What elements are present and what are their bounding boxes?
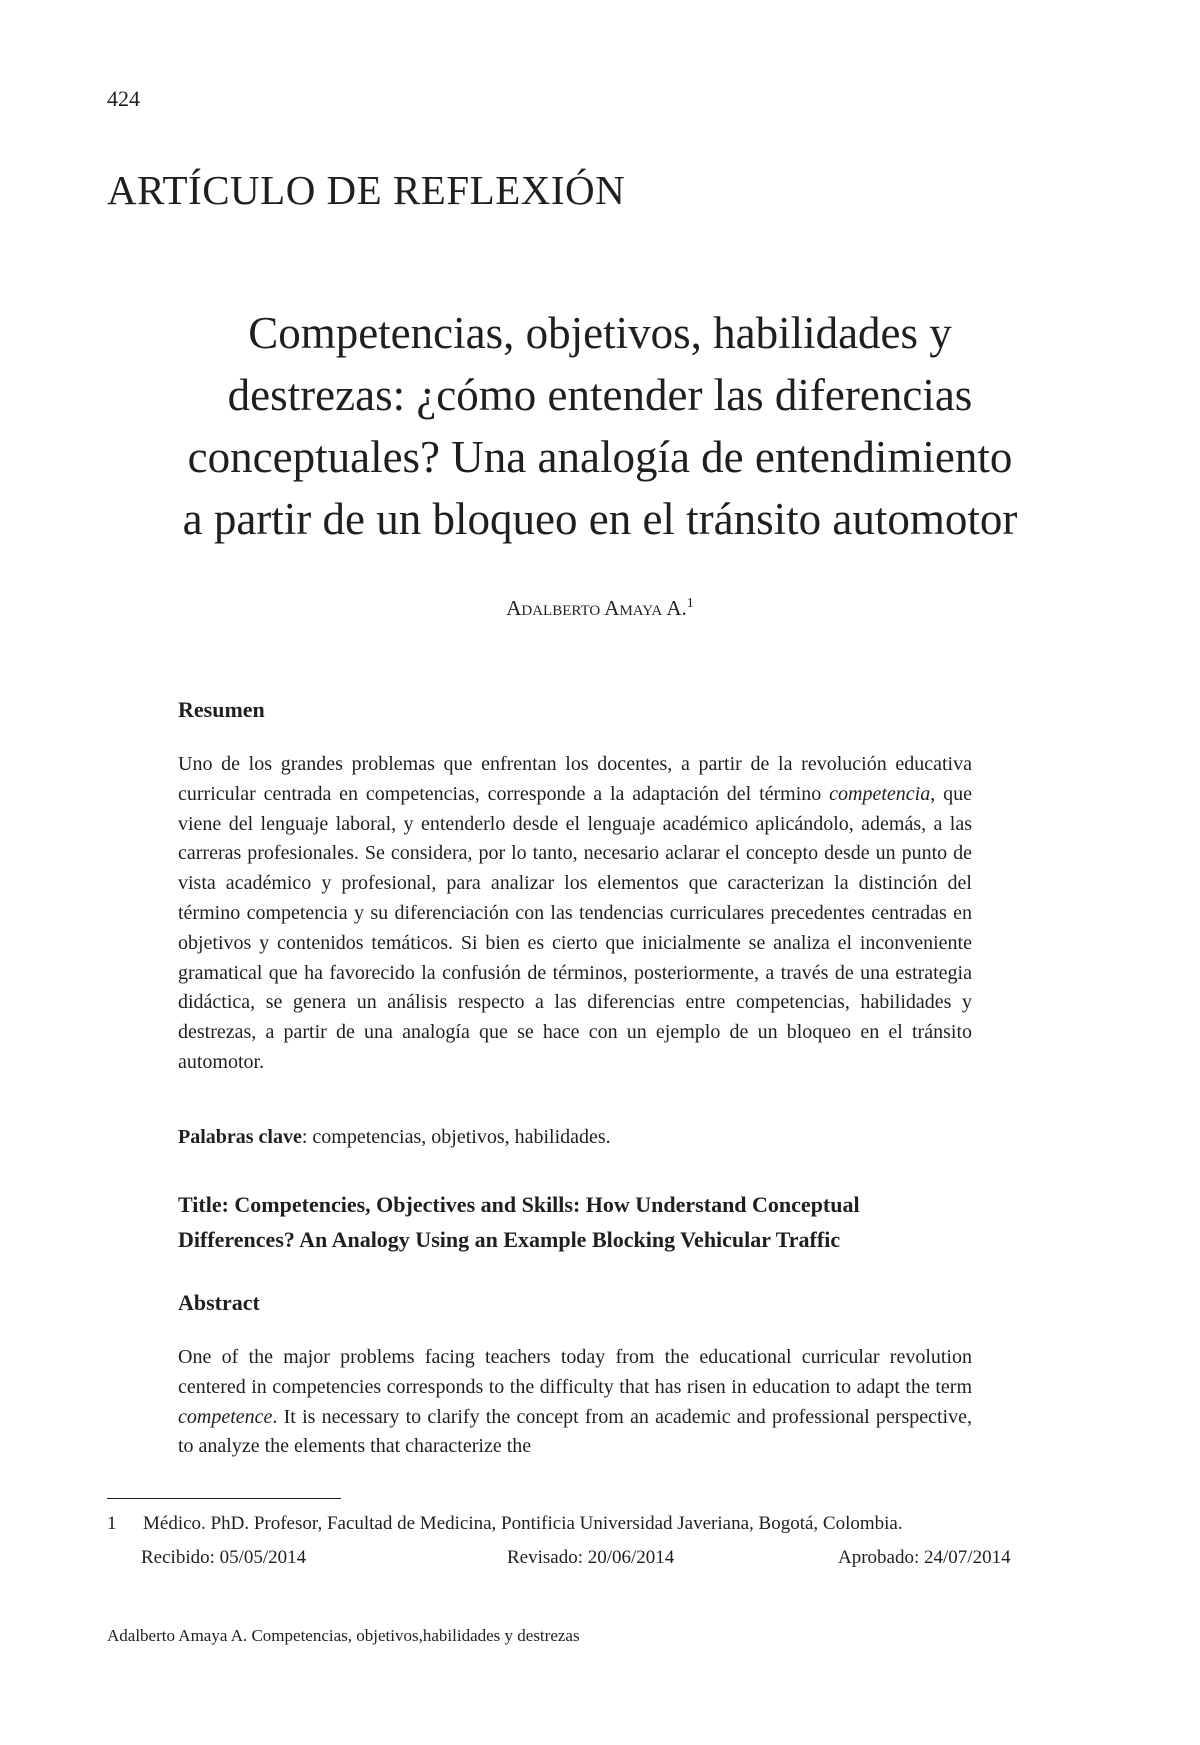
footnote-text: Médico. PhD. Profesor, Facultad de Medicina, Pontificia Universidad Javeriana, Bogotá, Colombia. bbox=[143, 1513, 903, 1534]
footnote-number: 1 bbox=[107, 1513, 117, 1534]
author-line bbox=[0, 596, 1200, 621]
english-title: Title: Competencies, Objectives and Skills: How Understand Conceptual Differences? An Analogy Using an Example Blocking Vehicular Traffic bbox=[178, 1192, 860, 1252]
resumen-body bbox=[178, 750, 972, 1078]
date-revised: Revisado: 20/06/2014 bbox=[507, 1547, 675, 1568]
article-title bbox=[80, 302, 1120, 550]
title-line: conceptuales? Una analogía de entendimiento bbox=[187, 432, 1013, 482]
date-received: Recibido: 05/05/2014 bbox=[141, 1547, 307, 1568]
keywords-label: Palabras clave bbox=[178, 1126, 302, 1148]
keywords-value: : competencias, objetivos, habilidades. bbox=[301, 1126, 611, 1148]
resumen-italic-term: competencia bbox=[829, 782, 931, 805]
keywords-line bbox=[178, 1126, 972, 1149]
abstract-heading: Abstract bbox=[178, 1290, 260, 1315]
author-name: Adalberto Amaya A. bbox=[506, 596, 687, 620]
running-footer: Adalberto Amaya A. Competencias, objetivos,habilidades y destrezas bbox=[107, 1626, 580, 1645]
footnote-divider bbox=[107, 1498, 341, 1499]
abstract-body bbox=[178, 1343, 972, 1462]
title-line: a partir de un bloqueo en el tránsito automotor bbox=[182, 494, 1018, 544]
resumen-heading: Resumen bbox=[178, 697, 265, 722]
resumen-paragraph: Uno de los grandes problemas que enfrentan los docentes, a partir de la revolución educativa curricular centrada en competencias, corresponde a la adaptación del término competencia, que viene del lenguaje laboral, y entenderlo desde el lenguaje académico aplicándolo, además, a las carreras profesionales. Se considera, por lo tanto, necesario aclarar el concepto desde un punto de vista académico y profesional, para analizar los elementos que caracterizan la distinción del término competencia y su diferenciación con las tendencias curriculares precedentes centradas en objetivos y contenidos temáticos. Si bien es cierto que inicialmente se analiza el inconveniente gramatical que ha favorecido la confusión de términos, posteriormente, a través de una estrategia didáctica, se genera un análisis respecto a las diferencias entre competencias, habilidades y destrezas, a partir de una analogía que se hace con un ejemplo de un bloqueo en el tránsito automotor. bbox=[178, 753, 972, 1073]
author-footnote-mark: 1 bbox=[686, 596, 694, 611]
title-line: destrezas: ¿cómo entender las diferencias bbox=[227, 370, 973, 420]
page-number: 424 bbox=[107, 86, 140, 111]
abstract-paragraph: One of the major problems facing teachers today from the educational curricular revolution centered in competencies corresponds to the difficulty that has risen in education to adapt the term competence. It is necessary to clarify the concept from an academic and professional perspective, to analyze the elements that characterize the bbox=[178, 1346, 972, 1458]
date-approved: Aprobado: 24/07/2014 bbox=[838, 1547, 1011, 1568]
section-label: ARTÍCULO DE REFLEXIÓN bbox=[107, 167, 626, 213]
abstract-italic-term: competence bbox=[178, 1405, 273, 1428]
title-line: Competencias, objetivos, habilidades y bbox=[248, 308, 952, 358]
footnote bbox=[107, 1513, 1107, 1535]
